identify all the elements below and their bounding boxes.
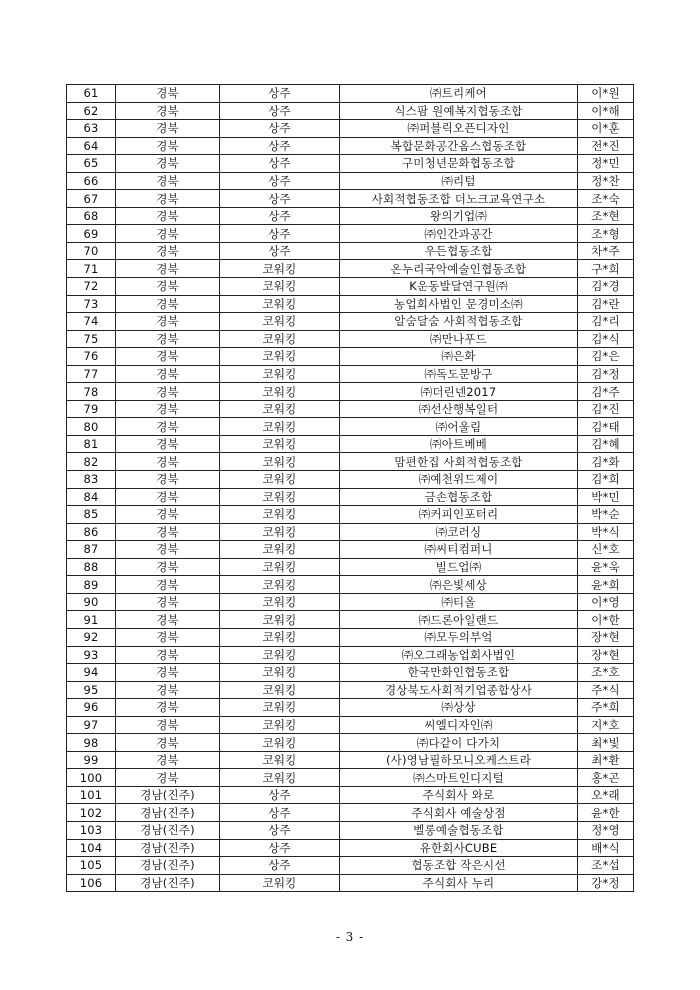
- table-row: [67, 716, 634, 734]
- row-number-cell: 86: [67, 523, 116, 541]
- table-row: [67, 260, 634, 278]
- representative-cell: 이*해: [578, 102, 634, 120]
- representative-cell: 장*현: [578, 628, 634, 646]
- representative-cell: 전*진: [578, 137, 634, 155]
- region-cell: 경북: [116, 664, 220, 682]
- table-row: [67, 383, 634, 401]
- table-row: [67, 786, 634, 804]
- company-name-cell: ㈜다같이 다가치: [340, 734, 578, 752]
- type-cell: 코워킹: [220, 751, 340, 769]
- row-number-cell: 68: [67, 207, 116, 225]
- table-row: [67, 857, 634, 875]
- region-cell: 경북: [116, 435, 220, 453]
- company-name-cell: 알숨달숨 사회적협동조합: [340, 313, 578, 331]
- type-cell: 상주: [220, 857, 340, 875]
- region-cell: 경북: [116, 295, 220, 313]
- row-number-cell: 85: [67, 506, 116, 524]
- region-cell: 경북: [116, 769, 220, 787]
- representative-cell: 최*빛: [578, 734, 634, 752]
- row-number-cell: 71: [67, 260, 116, 278]
- row-number-cell: 103: [67, 821, 116, 839]
- company-name-cell: ㈜은화: [340, 348, 578, 366]
- representative-cell: 김*주: [578, 383, 634, 401]
- row-number-cell: 88: [67, 558, 116, 576]
- representative-cell: 주*희: [578, 699, 634, 717]
- representative-cell: 지*호: [578, 716, 634, 734]
- type-cell: 코워킹: [220, 435, 340, 453]
- company-name-cell: 주식회사 와로: [340, 786, 578, 804]
- region-cell: 경북: [116, 225, 220, 243]
- region-cell: 경북: [116, 330, 220, 348]
- company-name-cell: 사회적협동조합 더노크교육연구소: [340, 190, 578, 208]
- representative-cell: 이*훈: [578, 120, 634, 138]
- region-cell: 경남(진주): [116, 839, 220, 857]
- table-row: [67, 628, 634, 646]
- table-row: [67, 365, 634, 383]
- row-number-cell: 102: [67, 804, 116, 822]
- region-cell: 경북: [116, 699, 220, 717]
- row-number-cell: 96: [67, 699, 116, 717]
- type-cell: 상주: [220, 804, 340, 822]
- page-number: - 3 -: [335, 930, 365, 944]
- company-name-cell: K운동발달연구원㈜: [340, 278, 578, 296]
- company-name-cell: 주식회사 예술상점: [340, 804, 578, 822]
- representative-cell: 김*희: [578, 471, 634, 489]
- type-cell: 코워킹: [220, 576, 340, 594]
- table-row: [67, 506, 634, 524]
- region-cell: 경북: [116, 576, 220, 594]
- company-name-cell: ㈜스마트인디지털: [340, 769, 578, 787]
- table-row: [67, 225, 634, 243]
- table-row: [67, 295, 634, 313]
- region-cell: 경북: [116, 628, 220, 646]
- table-row: [67, 804, 634, 822]
- representative-cell: 주*식: [578, 681, 634, 699]
- table-row: [67, 611, 634, 629]
- row-number-cell: 81: [67, 435, 116, 453]
- row-number-cell: 61: [67, 85, 116, 103]
- company-name-cell: 경상북도사회적기업종합상사: [340, 681, 578, 699]
- row-number-cell: 64: [67, 137, 116, 155]
- table-row: [67, 137, 634, 155]
- representative-cell: 조*현: [578, 207, 634, 225]
- table-row: [67, 120, 634, 138]
- row-number-cell: 91: [67, 611, 116, 629]
- row-number-cell: 106: [67, 874, 116, 892]
- type-cell: 상주: [220, 786, 340, 804]
- table-row: [67, 155, 634, 173]
- region-cell: 경북: [116, 313, 220, 331]
- representative-cell: 김*화: [578, 453, 634, 471]
- region-cell: 경북: [116, 646, 220, 664]
- company-name-cell: ㈜더린넨2017: [340, 383, 578, 401]
- representative-cell: 이*원: [578, 85, 634, 103]
- type-cell: 코워킹: [220, 541, 340, 559]
- table-row: [67, 769, 634, 787]
- type-cell: 상주: [220, 225, 340, 243]
- company-name-cell: 구미청년문화협동조합: [340, 155, 578, 173]
- representative-cell: 배*식: [578, 839, 634, 857]
- table-row: [67, 593, 634, 611]
- region-cell: 경남(진주): [116, 804, 220, 822]
- row-number-cell: 87: [67, 541, 116, 559]
- table-row: [67, 664, 634, 682]
- representative-cell: 윤*욱: [578, 558, 634, 576]
- region-cell: 경북: [116, 611, 220, 629]
- table-row: [67, 330, 634, 348]
- region-cell: 경북: [116, 488, 220, 506]
- representative-cell: 정*민: [578, 155, 634, 173]
- type-cell: 코워킹: [220, 506, 340, 524]
- representative-cell: 박*순: [578, 506, 634, 524]
- table-row: [67, 278, 634, 296]
- type-cell: 코워킹: [220, 681, 340, 699]
- type-cell: 코워킹: [220, 471, 340, 489]
- type-cell: 코워킹: [220, 646, 340, 664]
- table-row: [67, 172, 634, 190]
- row-number-cell: 66: [67, 172, 116, 190]
- table-row: [67, 541, 634, 559]
- company-name-cell: ㈜어울림: [340, 418, 578, 436]
- company-name-cell: ㈜은빛세상: [340, 576, 578, 594]
- region-cell: 경북: [116, 137, 220, 155]
- type-cell: 상주: [220, 242, 340, 260]
- table-row: [67, 821, 634, 839]
- region-cell: 경북: [116, 85, 220, 103]
- region-cell: 경북: [116, 506, 220, 524]
- row-number-cell: 105: [67, 857, 116, 875]
- region-cell: 경북: [116, 593, 220, 611]
- type-cell: 상주: [220, 102, 340, 120]
- type-cell: 코워킹: [220, 628, 340, 646]
- row-number-cell: 69: [67, 225, 116, 243]
- type-cell: 상주: [220, 155, 340, 173]
- row-number-cell: 98: [67, 734, 116, 752]
- representative-cell: 윤*한: [578, 804, 634, 822]
- company-name-cell: 농업회사법인 문경미소㈜: [340, 295, 578, 313]
- company-name-cell: ㈜예천위드제이: [340, 471, 578, 489]
- type-cell: 상주: [220, 207, 340, 225]
- row-number-cell: 70: [67, 242, 116, 260]
- row-number-cell: 100: [67, 769, 116, 787]
- table-row: [67, 523, 634, 541]
- company-name-cell: ㈜티올: [340, 593, 578, 611]
- representative-cell: 구*희: [578, 260, 634, 278]
- table-row: [67, 207, 634, 225]
- table-row: [67, 681, 634, 699]
- table-row: [67, 242, 634, 260]
- company-name-cell: 씨엘디자인㈜: [340, 716, 578, 734]
- company-name-cell: 한국만화인협동조합: [340, 664, 578, 682]
- row-number-cell: 89: [67, 576, 116, 594]
- row-number-cell: 67: [67, 190, 116, 208]
- company-name-cell: ㈜커피인포터리: [340, 506, 578, 524]
- representative-cell: 장*현: [578, 646, 634, 664]
- representative-cell: 김*태: [578, 418, 634, 436]
- row-number-cell: 78: [67, 383, 116, 401]
- row-number-cell: 75: [67, 330, 116, 348]
- representative-cell: 이*한: [578, 611, 634, 629]
- representative-cell: 김*리: [578, 313, 634, 331]
- company-name-cell: ㈜리텀: [340, 172, 578, 190]
- row-number-cell: 94: [67, 664, 116, 682]
- region-cell: 경북: [116, 207, 220, 225]
- company-name-cell: 복합문화공간옴스협동조합: [340, 137, 578, 155]
- region-cell: 경북: [116, 383, 220, 401]
- table-row: [67, 488, 634, 506]
- company-table-body: [67, 85, 634, 892]
- region-cell: 경북: [116, 242, 220, 260]
- table-row: [67, 453, 634, 471]
- representative-cell: 김*정: [578, 365, 634, 383]
- company-name-cell: (사)영남필하모니오케스트라: [340, 751, 578, 769]
- representative-cell: 조*숙: [578, 190, 634, 208]
- company-name-cell: ㈜아트베베: [340, 435, 578, 453]
- region-cell: 경북: [116, 681, 220, 699]
- type-cell: 상주: [220, 190, 340, 208]
- row-number-cell: 65: [67, 155, 116, 173]
- representative-cell: 최*환: [578, 751, 634, 769]
- type-cell: 코워킹: [220, 716, 340, 734]
- type-cell: 코워킹: [220, 874, 340, 892]
- table-row: [67, 418, 634, 436]
- row-number-cell: 104: [67, 839, 116, 857]
- representative-cell: 조*호: [578, 664, 634, 682]
- row-number-cell: 79: [67, 400, 116, 418]
- representative-cell: 박*민: [578, 488, 634, 506]
- company-name-cell: 빌드업㈜: [340, 558, 578, 576]
- region-cell: 경북: [116, 172, 220, 190]
- type-cell: 코워킹: [220, 699, 340, 717]
- type-cell: 코워킹: [220, 453, 340, 471]
- row-number-cell: 72: [67, 278, 116, 296]
- type-cell: 코워킹: [220, 558, 340, 576]
- type-cell: 상주: [220, 172, 340, 190]
- row-number-cell: 76: [67, 348, 116, 366]
- table-row: [67, 699, 634, 717]
- region-cell: 경남(진주): [116, 857, 220, 875]
- type-cell: 상주: [220, 821, 340, 839]
- region-cell: 경북: [116, 260, 220, 278]
- representative-cell: 김*식: [578, 330, 634, 348]
- company-name-cell: ㈜모두의부엌: [340, 628, 578, 646]
- company-name-cell: ㈜만나푸드: [340, 330, 578, 348]
- region-cell: 경북: [116, 471, 220, 489]
- type-cell: 상주: [220, 85, 340, 103]
- company-name-cell: ㈜인간과공간: [340, 225, 578, 243]
- table-row: [67, 471, 634, 489]
- type-cell: 상주: [220, 137, 340, 155]
- representative-cell: 김*은: [578, 348, 634, 366]
- representative-cell: 김*혜: [578, 435, 634, 453]
- region-cell: 경북: [116, 523, 220, 541]
- region-cell: 경북: [116, 190, 220, 208]
- row-number-cell: 62: [67, 102, 116, 120]
- representative-cell: 이*영: [578, 593, 634, 611]
- company-name-cell: 온누리국악예술인협동조합: [340, 260, 578, 278]
- table-row: [67, 348, 634, 366]
- table-row: [67, 85, 634, 103]
- row-number-cell: 74: [67, 313, 116, 331]
- company-table-container: [66, 84, 633, 892]
- type-cell: 코워킹: [220, 330, 340, 348]
- region-cell: 경북: [116, 102, 220, 120]
- representative-cell: 윤*희: [578, 576, 634, 594]
- representative-cell: 박*식: [578, 523, 634, 541]
- region-cell: 경북: [116, 120, 220, 138]
- company-name-cell: ㈜독도문방구: [340, 365, 578, 383]
- type-cell: 코워킹: [220, 400, 340, 418]
- table-row: [67, 435, 634, 453]
- company-name-cell: ㈜트리케어: [340, 85, 578, 103]
- row-number-cell: 92: [67, 628, 116, 646]
- company-name-cell: ㈜코러싱: [340, 523, 578, 541]
- row-number-cell: 101: [67, 786, 116, 804]
- table-row: [67, 558, 634, 576]
- table-row: [67, 646, 634, 664]
- row-number-cell: 80: [67, 418, 116, 436]
- region-cell: 경남(진주): [116, 786, 220, 804]
- type-cell: 코워킹: [220, 488, 340, 506]
- region-cell: 경북: [116, 751, 220, 769]
- type-cell: 코워킹: [220, 593, 340, 611]
- representative-cell: 정*찬: [578, 172, 634, 190]
- representative-cell: 신*호: [578, 541, 634, 559]
- table-row: [67, 751, 634, 769]
- representative-cell: 김*란: [578, 295, 634, 313]
- region-cell: 경북: [116, 418, 220, 436]
- region-cell: 경북: [116, 348, 220, 366]
- region-cell: 경북: [116, 278, 220, 296]
- table-row: [67, 313, 634, 331]
- company-name-cell: 금손협동조합: [340, 488, 578, 506]
- table-row: [67, 102, 634, 120]
- type-cell: 코워킹: [220, 664, 340, 682]
- region-cell: 경북: [116, 400, 220, 418]
- company-name-cell: ㈜선산행복일터: [340, 400, 578, 418]
- table-row: [67, 190, 634, 208]
- type-cell: 코워킹: [220, 313, 340, 331]
- company-table: [66, 84, 634, 892]
- representative-cell: 김*진: [578, 400, 634, 418]
- row-number-cell: 97: [67, 716, 116, 734]
- region-cell: 경남(진주): [116, 821, 220, 839]
- table-row: [67, 874, 634, 892]
- type-cell: 코워킹: [220, 383, 340, 401]
- type-cell: 코워킹: [220, 734, 340, 752]
- row-number-cell: 82: [67, 453, 116, 471]
- type-cell: 코워킹: [220, 295, 340, 313]
- representative-cell: 홍*곤: [578, 769, 634, 787]
- type-cell: 코워킹: [220, 260, 340, 278]
- region-cell: 경북: [116, 453, 220, 471]
- row-number-cell: 83: [67, 471, 116, 489]
- row-number-cell: 77: [67, 365, 116, 383]
- row-number-cell: 93: [67, 646, 116, 664]
- representative-cell: 김*경: [578, 278, 634, 296]
- company-name-cell: 식스팜 원예복지협동조합: [340, 102, 578, 120]
- representative-cell: 강*정: [578, 874, 634, 892]
- company-name-cell: 유한회사CUBE: [340, 839, 578, 857]
- company-name-cell: 우든협동조합: [340, 242, 578, 260]
- row-number-cell: 99: [67, 751, 116, 769]
- company-name-cell: 맘편한집 사회적협동조합: [340, 453, 578, 471]
- region-cell: 경북: [116, 541, 220, 559]
- company-name-cell: ㈜퍼블릭오픈디자인: [340, 120, 578, 138]
- type-cell: 코워킹: [220, 278, 340, 296]
- company-name-cell: ㈜상상: [340, 699, 578, 717]
- representative-cell: 정*영: [578, 821, 634, 839]
- type-cell: 코워킹: [220, 769, 340, 787]
- row-number-cell: 84: [67, 488, 116, 506]
- region-cell: 경북: [116, 558, 220, 576]
- row-number-cell: 90: [67, 593, 116, 611]
- row-number-cell: 63: [67, 120, 116, 138]
- region-cell: 경남(진주): [116, 874, 220, 892]
- company-name-cell: 벨롱예술협동조합: [340, 821, 578, 839]
- row-number-cell: 95: [67, 681, 116, 699]
- table-row: [67, 400, 634, 418]
- company-name-cell: ㈜씨티컴퍼니: [340, 541, 578, 559]
- type-cell: 코워킹: [220, 348, 340, 366]
- company-name-cell: ㈜드론아일랜드: [340, 611, 578, 629]
- row-number-cell: 73: [67, 295, 116, 313]
- representative-cell: 오*래: [578, 786, 634, 804]
- type-cell: 코워킹: [220, 523, 340, 541]
- region-cell: 경북: [116, 716, 220, 734]
- representative-cell: 조*형: [578, 225, 634, 243]
- region-cell: 경북: [116, 734, 220, 752]
- company-name-cell: 협동조합 작은시선: [340, 857, 578, 875]
- type-cell: 코워킹: [220, 365, 340, 383]
- region-cell: 경북: [116, 365, 220, 383]
- type-cell: 상주: [220, 839, 340, 857]
- type-cell: 코워킹: [220, 611, 340, 629]
- table-row: [67, 734, 634, 752]
- representative-cell: 조*섭: [578, 857, 634, 875]
- company-name-cell: ㈜오그래농업회사법인: [340, 646, 578, 664]
- region-cell: 경북: [116, 155, 220, 173]
- table-row: [67, 839, 634, 857]
- representative-cell: 차*주: [578, 242, 634, 260]
- company-name-cell: 주식회사 누리: [340, 874, 578, 892]
- company-name-cell: 왕의기업㈜: [340, 207, 578, 225]
- table-row: [67, 576, 634, 594]
- type-cell: 상주: [220, 120, 340, 138]
- type-cell: 코워킹: [220, 418, 340, 436]
